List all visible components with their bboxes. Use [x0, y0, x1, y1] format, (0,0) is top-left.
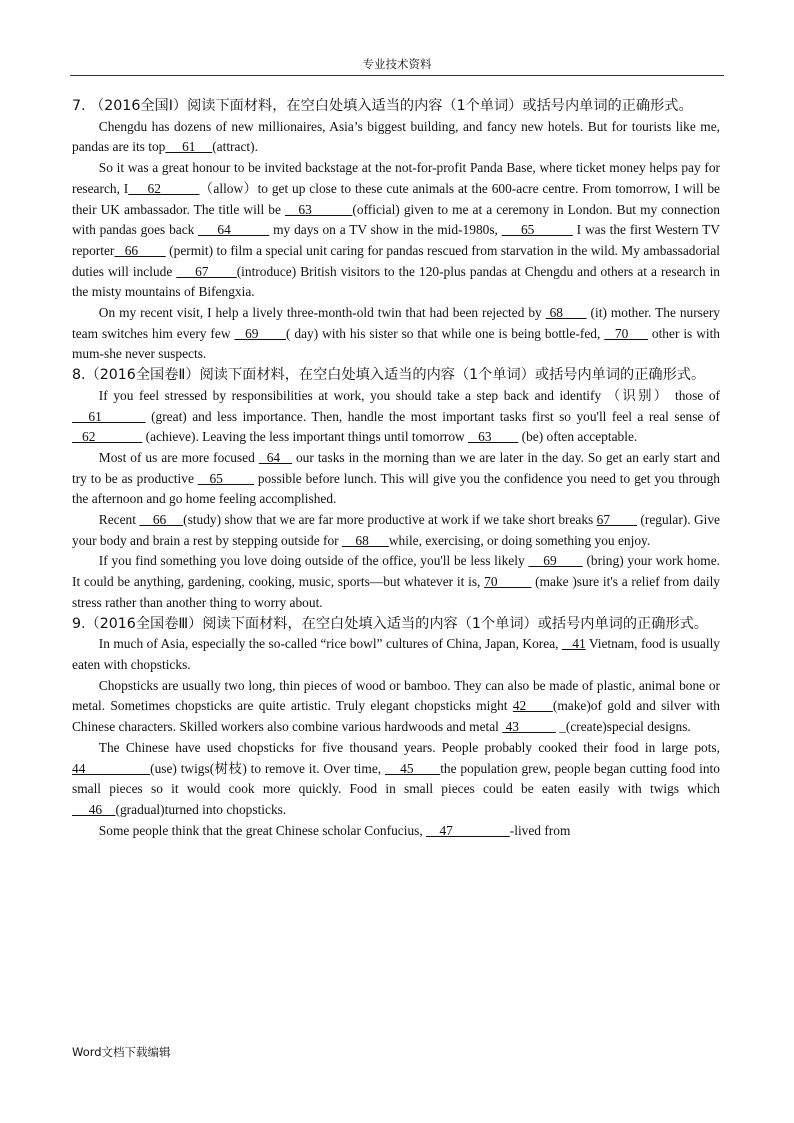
question-7 — [72, 96, 720, 365]
answer-blank: 42 — [512, 698, 553, 714]
answer-blank: 64 — [198, 222, 270, 238]
passage-text: (permit) to film a special unit caring for pandas rescued from starvation in the wild. My ambassadorial duties will include — [72, 242, 720, 279]
question-7-passage — [72, 117, 720, 365]
passage-text: my days on a TV show in the mid-1980s, — [269, 222, 502, 238]
passage-paragraph — [72, 448, 720, 510]
answer-blank: _70 — [604, 325, 648, 341]
passage-text: (official) given to me at a ceremony in London. But my connection with pandas goes back — [72, 201, 720, 238]
passage-text: So it was a great honour to be invited backstage at the not-for-profit Panda Base, where ticket money helps pay for research, I — [72, 160, 720, 196]
passage-text: If you find something you love doing outside of the office, you'll be less likely — [98, 553, 529, 569]
passage-paragraph — [72, 821, 720, 842]
passage-text: On my recent visit, I help a lively three-month-old twin that had been rejected by — [98, 305, 546, 321]
answer-blank: 45 — [384, 760, 441, 776]
answer-blank: 65 — [501, 222, 573, 238]
passage-text: (it) mother. The nursery team switches him every few — [72, 305, 720, 341]
passage-text: (achieve). Leaving the less important things until tomorrow — [142, 429, 469, 445]
answer-blank: 66 — [139, 512, 184, 528]
passage-paragraph — [72, 634, 720, 675]
passage-paragraph — [72, 117, 720, 158]
question-9 — [72, 614, 720, 842]
passage-text: （allow）to get up close to these cute animals at the 600-acre centre. From tomorrow, I will be their UK ambassador. The title will be — [72, 180, 720, 217]
passage-text: _(create)special designs. — [555, 719, 691, 735]
passage-text: other is with mum-she never suspects. — [72, 325, 720, 362]
answer-blank: 62 — [72, 429, 143, 445]
passage-text: (attract). — [212, 139, 258, 155]
document-body — [72, 96, 720, 841]
passage-text: ( day) with his sister so that while one is being bottle-fed, — [285, 325, 605, 341]
passage-text: -lived from — [509, 822, 571, 838]
question-8-passage — [72, 386, 720, 614]
answer-blank: 69 — [528, 553, 583, 569]
passage-text: (make )sure it's a relief from daily stress rather than another thing to worry about. — [72, 574, 720, 610]
passage-text: The Chinese have used chopsticks for five thousand years. People probably cooked their food in large pots, — [98, 739, 720, 755]
passage-text: (be) often acceptable. — [518, 429, 638, 445]
question-7-title: 7. （2016全国Ⅰ）阅读下面材料，在空白处填入适当的内容（1个单词）或括号内单词的正确形式。 — [72, 98, 693, 114]
answer-blank: 68 — [342, 532, 389, 548]
passage-text: (great) and less importance. Then, handle the most important tasks first so you'll feel a real sense of — [145, 408, 720, 424]
passage-text: I was the first Western TV reporter — [72, 222, 720, 258]
page-footer: Word文档下载编辑 — [72, 1045, 171, 1059]
question-8 — [72, 365, 720, 613]
passage-text: (study) show that we are far more productive at work if we take short breaks — [183, 512, 597, 528]
answer-blank: 61 — [165, 139, 213, 155]
answer-blank: 68 — [545, 305, 587, 321]
answer-blank: _69 — [234, 325, 286, 341]
passage-text: Most of us are more focused — [98, 449, 259, 465]
passage-text: Some people think that the great Chinese scholar Confucius, — [98, 822, 427, 838]
passage-text: while, exercising, or doing something you enjoy. — [388, 532, 651, 548]
answer-blank: 70 — [484, 574, 532, 590]
passage-text: (use) twigs(树枝) to remove it. Over time, — [150, 760, 385, 776]
answer-blank: _67 — [176, 263, 237, 279]
passage-paragraph — [72, 158, 720, 303]
passage-text: Recent — [98, 512, 140, 528]
answer-blank: 41 — [561, 636, 586, 652]
passage-text: possible before lunch. This will give you the confidence you need to get you through the afternoon and go home feeling accomplished. — [72, 470, 720, 507]
passage-text: Chengdu has dozens of new millionaires, Asia’s biggest building, and fancy new hotels. But for tourists like me, pandas are its top — [72, 118, 720, 155]
passage-text: If you feel stressed by responsibilities at work, you should take a step back and identify （识别） those of — [98, 387, 720, 403]
passage-text: (make)of gold and silver with Chinese characters. Skilled workers also combine various hardwoods and metal — [72, 698, 720, 735]
passage-text: (bring) your work home. It could be anything, gardening, cooking, music, sports—but whatever it is, — [72, 553, 720, 590]
passage-paragraph — [72, 551, 720, 613]
passage-text: Chopsticks are usually two long, thin pieces of wood or bamboo. They can also be made of plastic, animal bone or metal. Sometimes chopsticks are quite artistic. Truly elegant chopsticks might — [72, 677, 720, 714]
passage-paragraph — [72, 303, 720, 365]
passage-text: our tasks in the morning than we are later in the day. So get an early start and try to be as productive — [72, 449, 721, 486]
passage-text: (introduce) British visitors to the 120-plus pandas at Chengdu and others at a research in the misty mountains of Bifengxia. — [72, 263, 721, 300]
passage-text: the population grew, people began cutting food into small pieces so it would cook more quickly. Food in small pieces could be eaten easily with twigs which — [72, 760, 720, 797]
passage-paragraph — [72, 738, 720, 821]
question-9-title: 9.（2016全国卷Ⅲ）阅读下面材料，在空白处填入适当的内容（1个单词）或括号内单词的正确形式。 — [72, 615, 708, 632]
passage-text: Vietnam, food is usually eaten with chopsticks. — [72, 636, 720, 672]
passage-text: (regular). Give your body and brain a rest by stepping outside for — [72, 512, 720, 548]
passage-paragraph — [72, 510, 720, 551]
passage-text: In much of Asia, especially the so-called “rice bowl” cultures of China, Japan, Korea, — [98, 636, 562, 652]
answer-blank: 67 — [596, 512, 638, 528]
passage-paragraph — [72, 386, 720, 448]
answer-blank: 62 — [128, 180, 200, 196]
answer-blank: 61 — [72, 408, 146, 424]
answer-blank: 43 — [502, 719, 556, 735]
question-9-passage — [72, 634, 720, 841]
answer-blank: 65 — [197, 470, 254, 486]
answer-blank: 44 — [72, 760, 151, 776]
answer-blank: 63 — [468, 429, 519, 445]
answer-blank: 66 — [114, 242, 166, 258]
question-8-title: 8.（2016全国卷Ⅱ）阅读下面材料，在空白处填入适当的内容（1个单词）或括号内单词的正确形式。 — [72, 367, 706, 384]
page-header: 专业技术资料 — [70, 56, 724, 76]
answer-blank: 46 — [72, 801, 116, 817]
answer-blank: 47 — [426, 822, 510, 838]
answer-blank: __63 — [285, 201, 353, 217]
passage-text: (gradual)turned into chopsticks. — [115, 801, 287, 817]
answer-blank: 64 — [258, 449, 293, 465]
passage-paragraph — [72, 676, 720, 738]
